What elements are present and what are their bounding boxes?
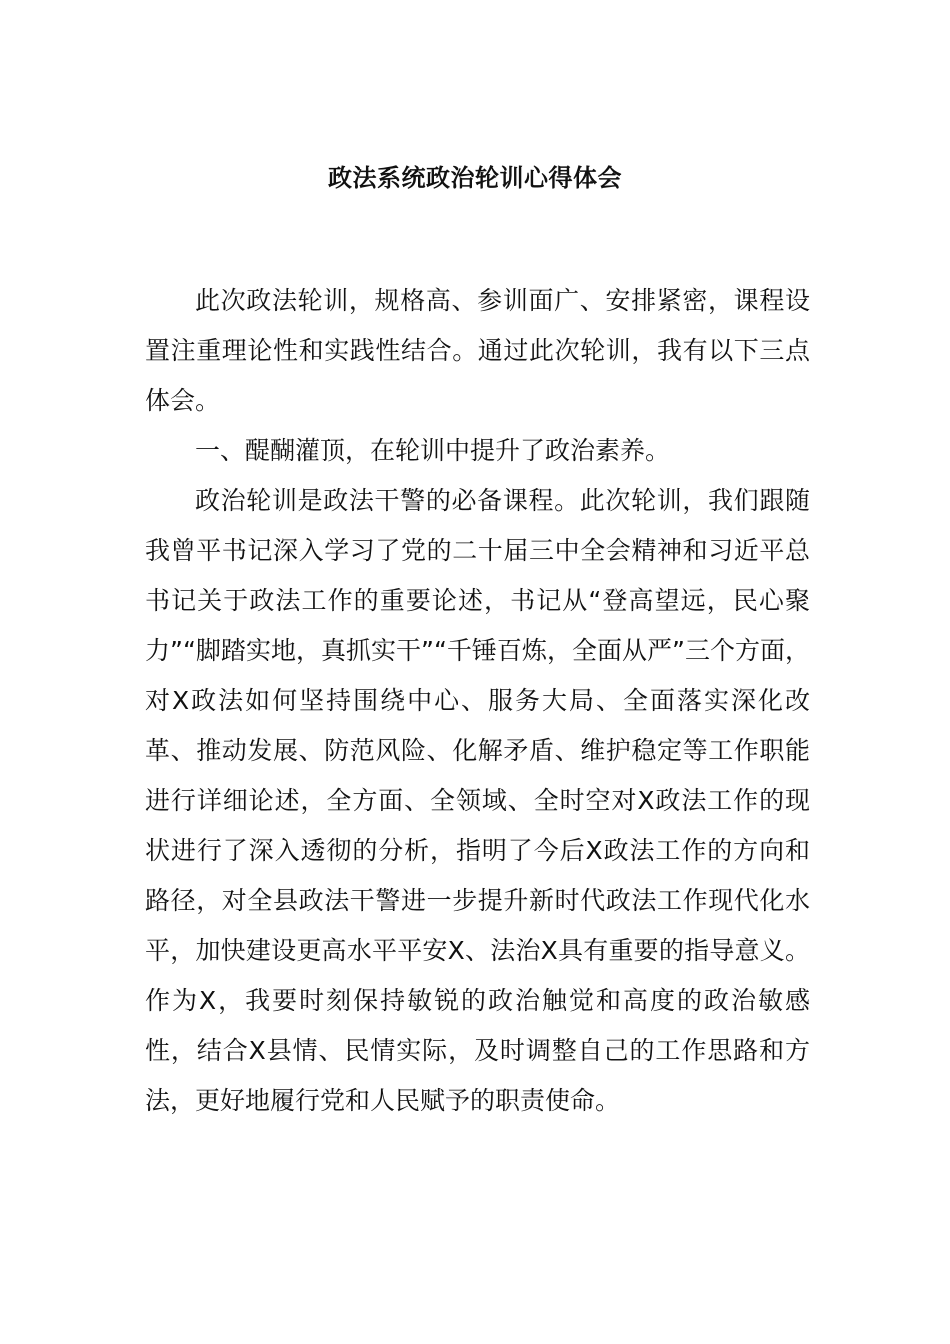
section-heading-1: 一、醍醐灌顶，在轮训中提升了政治素养。 [195,436,671,465]
paragraph-intro: 此次政法轮训，规格高、参训面广、安排紧密，课程设置注重理论性和实践性结合。通过此次轮训，我有以下三点体会。 [145,286,810,415]
document-body [145,276,810,1126]
paragraph-section-1: 政治轮训是政法干警的必备课程。此次轮训，我们跟随我曾平书记深入学习了党的二十届三中全会精神和习近平总书记关于政法工作的重要论述，书记从“登高望远，民心聚力”“脚踏实地，真抓实干”“千锤百炼，全面从严”三个方面，对X政法如何坚持围绕中心、服务大局、全面落实深化改革、推动发展、防范风险、化解矛盾、维护稳定等工作职能进行详细论述，全方面、全领域、全时空对X政法工作的现状进行了深入透彻的分析，指明了今后X政法工作的方向和路径，对全县政法干警进一步提升新时代政法工作现代化水平，加快建设更高水平平安X、法治X具有重要的指导意义。作为X，我要时刻保持敏锐的政治触觉和高度的政治敏感性，结合X县情、民情实际，及时调整自己的工作思路和方法，更好地履行党和人民赋予的职责使命。 [145,486,810,1115]
document-title: 政法系统政治轮训心得体会 [328,164,622,192]
